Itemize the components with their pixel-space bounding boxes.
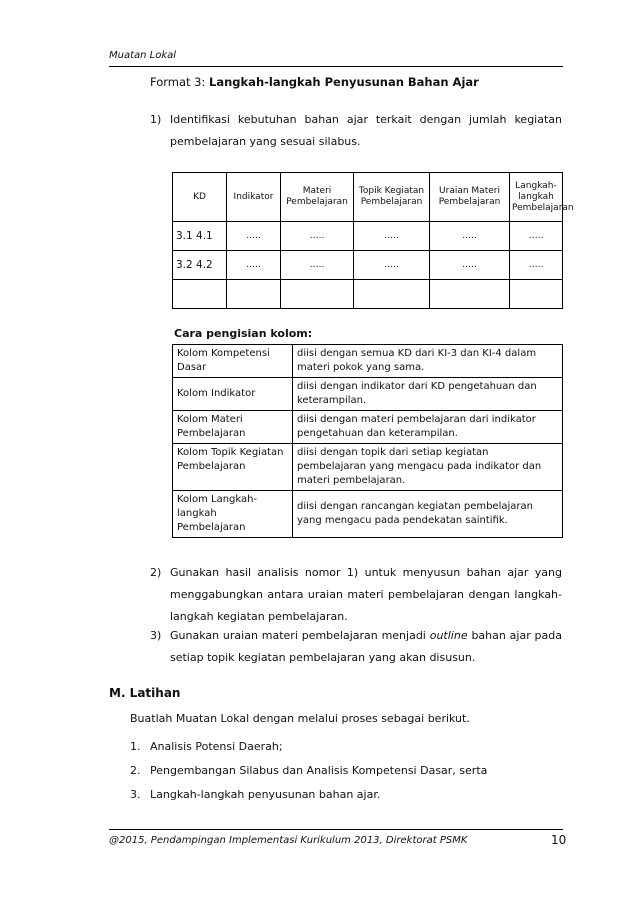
cara-row: [173, 378, 563, 411]
step-2-number: 2): [150, 566, 162, 579]
table-row: [173, 222, 563, 251]
cara-kolom: Kolom Materi Pembelajaran: [173, 411, 293, 444]
header-materi: Materi Pembelajaran: [281, 173, 354, 222]
table-row-empty: [173, 280, 563, 309]
section-m-heading: M. Latihan: [109, 686, 181, 700]
list-item-number: 1.: [130, 740, 141, 753]
cara-row: [173, 491, 563, 538]
header-topik: Topik Kegiatan Pembelajaran: [354, 173, 430, 222]
running-header: Muatan Lokal: [109, 50, 177, 61]
list-item-number: 3.: [130, 788, 141, 801]
step-3-line-2: setiap topik kegiatan pembelajaran yang akan disusun.: [170, 651, 476, 664]
step-2-line-2: menggabungkan antara uraian materi pembelajaran dengan langkah-: [170, 588, 562, 601]
cara-row: [173, 444, 563, 491]
step-3-number: 3): [150, 629, 162, 642]
header-rule: [109, 66, 563, 67]
list-item: Pengembangan Silabus dan Analisis Kompetensi Dasar, serta: [150, 764, 488, 777]
header-kd: KD: [173, 173, 227, 222]
header-indikator: Indikator: [227, 173, 281, 222]
cell: …..: [430, 251, 510, 280]
step-1-line-2: pembelajaran yang sesuai silabus.: [170, 135, 361, 148]
footer-rule: [109, 829, 563, 830]
cell-kd: 3.1 4.1: [173, 222, 227, 251]
step-2-line-3: langkah kegiatan pembelajaran.: [170, 610, 348, 623]
cara-kolom: Kolom Indikator: [173, 378, 293, 411]
cell: …..: [281, 251, 354, 280]
page-number: 10: [551, 833, 567, 847]
table-header-row: [173, 173, 563, 222]
step-3-text-a: Gunakan uraian materi pembelajaran menjadi: [170, 629, 426, 642]
cara-pengisian-title: Cara pengisian kolom:: [174, 327, 313, 340]
cell-kd: 3.2 4.2: [173, 251, 227, 280]
step-3-outline-term: outline: [429, 629, 468, 642]
step-1-line-1: Identifikasi kebutuhan bahan ajar terkait dengan jumlah kegiatan: [170, 113, 562, 126]
cara-row: [173, 411, 563, 444]
cara-isi: diisi dengan indikator dari KD pengetahuan dan keterampilan.: [293, 378, 563, 411]
cara-isi: diisi dengan semua KD dari KI-3 dan KI-4 dalam materi pokok yang sama.: [293, 345, 563, 378]
cell: [510, 280, 563, 309]
cell: …..: [430, 222, 510, 251]
list-item: Analisis Potensi Daerah;: [150, 740, 283, 753]
cell: …..: [354, 222, 430, 251]
step-2-line-1: Gunakan hasil analisis nomor 1) untuk menyusun bahan ajar yang: [170, 566, 562, 579]
cara-isi: diisi dengan rancangan kegiatan pembelajaran yang mengacu pada pendekatan saintifik.: [293, 491, 563, 538]
cell: [227, 280, 281, 309]
cell: …..: [281, 222, 354, 251]
table-row: [173, 251, 563, 280]
cell: [430, 280, 510, 309]
cara-kolom: Kolom Topik Kegiatan Pembelajaran: [173, 444, 293, 491]
header-langkah: Langkah-langkah Pembelajaran: [510, 173, 563, 222]
cell: …..: [354, 251, 430, 280]
list-item-number: 2.: [130, 764, 141, 777]
cell: …..: [510, 222, 563, 251]
step-1-number: 1): [150, 113, 162, 126]
step-3-text-b: bahan ajar pada: [471, 629, 563, 642]
cell: [354, 280, 430, 309]
header-uraian: Uraian Materi Pembelajaran: [430, 173, 510, 222]
cell: …..: [227, 222, 281, 251]
cell: [173, 280, 227, 309]
cell: …..: [227, 251, 281, 280]
cell: …..: [510, 251, 563, 280]
cara-isi: diisi dengan topik dari setiap kegiatan pembelajaran yang mengacu pada indikator dan materi pembelajaran.: [293, 444, 563, 491]
cara-kolom: Kolom Kompetensi Dasar: [173, 345, 293, 378]
format-prefix: Format 3:: [150, 75, 210, 89]
format-heading: [150, 75, 479, 89]
step-3-line-1: [170, 628, 562, 644]
cara-pengisian-table: [172, 344, 563, 538]
list-item: Langkah-langkah penyusunan bahan ajar.: [150, 788, 381, 801]
footer-text: @2015, Pendampingan Implementasi Kurikulum 2013, Direktorat PSMK: [109, 835, 468, 846]
format-title: Langkah-langkah Penyusunan Bahan Ajar: [209, 75, 479, 89]
cell: [281, 280, 354, 309]
cara-kolom: Kolom Langkah-langkah Pembelajaran: [173, 491, 293, 538]
cara-row: [173, 345, 563, 378]
format-table: [172, 172, 574, 309]
section-m-intro: Buatlah Muatan Lokal dengan melalui proses sebagai berikut.: [130, 712, 470, 725]
cara-isi: diisi dengan materi pembelajaran dari indikator pengetahuan dan keterampilan.: [293, 411, 563, 444]
